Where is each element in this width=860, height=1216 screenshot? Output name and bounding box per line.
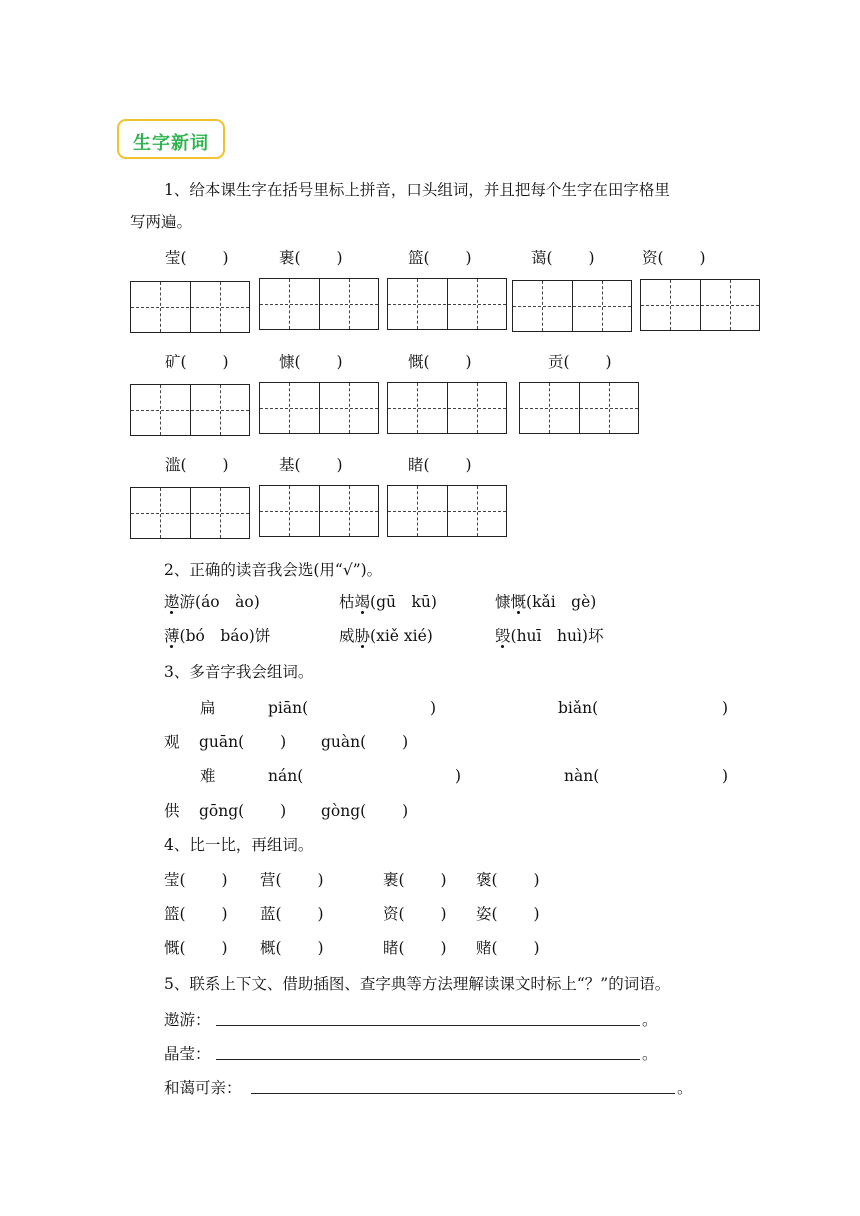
polyphone-char: 供 (164, 802, 180, 820)
pinyin-blank[interactable]: biǎn( (558, 699, 599, 717)
paren-close: ) (722, 767, 729, 785)
compare-item[interactable]: 褒( ) (476, 871, 540, 889)
tianzi-grid[interactable] (259, 278, 379, 330)
tianzi-grid[interactable] (130, 384, 250, 436)
char-label: 篮( ) (408, 249, 472, 267)
compare-item[interactable]: 资( ) (383, 905, 447, 923)
paren-close: ) (455, 767, 462, 785)
compare-item[interactable]: 概( ) (260, 939, 324, 957)
section-title: 生字新词 (133, 133, 209, 154)
tianzi-grid[interactable] (519, 382, 639, 434)
pinyin-choice[interactable]: 慷慨(kǎi gè) (495, 593, 597, 611)
q5-title: 5、联系上下文、借助插图、查字典等方法理解读课文时标上“？”的词语。 (164, 975, 671, 993)
tianzi-grid[interactable] (387, 278, 507, 330)
answer-line[interactable] (216, 1059, 640, 1060)
q2-title: 2、正确的读音我会选(用“√”)。 (164, 561, 383, 579)
word-label: 晶莹： (164, 1045, 211, 1063)
pinyin-blank[interactable]: guàn( ) (321, 733, 409, 751)
char-label: 滥( ) (165, 456, 229, 474)
char-label: 贡( ) (548, 353, 612, 371)
pinyin-blank[interactable]: piān( (268, 699, 309, 717)
q1-instruction-line1: 1、给本课生字在括号里标上拼音，口头组词，并且把每个生字在田字格里 (164, 181, 670, 199)
answer-line[interactable] (251, 1093, 675, 1094)
tianzi-grid[interactable] (387, 485, 507, 537)
compare-item[interactable]: 裹( ) (383, 871, 447, 889)
tianzi-grid[interactable] (640, 279, 760, 331)
tianzi-grid[interactable] (512, 280, 632, 332)
char-label: 矿( ) (165, 353, 229, 371)
answer-line[interactable] (216, 1025, 640, 1026)
tianzi-grid[interactable] (259, 485, 379, 537)
section-badge (117, 119, 225, 159)
polyphone-char: 扁 (200, 699, 216, 717)
pinyin-choice[interactable]: 毁(huī huì)坏 (495, 627, 604, 645)
pinyin-choice[interactable]: 威胁(xiě xié) (339, 627, 433, 645)
compare-item[interactable]: 篮( ) (164, 905, 228, 923)
q1-instruction-line2: 写两遍。 (130, 213, 193, 231)
tianzi-grid[interactable] (259, 382, 379, 434)
paren-close: ) (722, 699, 729, 717)
q4-title: 4、比一比，再组词。 (164, 836, 314, 854)
compare-item[interactable]: 莹( ) (164, 871, 228, 889)
compare-item[interactable]: 营( ) (260, 871, 324, 889)
tianzi-grid[interactable] (130, 487, 250, 539)
pinyin-choice[interactable]: 薄(bó báo)饼 (164, 627, 271, 645)
char-label: 裹( ) (279, 249, 343, 267)
period: 。 (677, 1079, 693, 1097)
char-label: 莹( ) (165, 249, 229, 267)
char-label: 基( ) (279, 456, 343, 474)
char-label: 慷( ) (279, 353, 343, 371)
compare-item[interactable]: 蓝( ) (260, 905, 324, 923)
polyphone-char: 观 (164, 733, 180, 751)
period: 。 (642, 1045, 658, 1063)
compare-item[interactable]: 赌( ) (476, 939, 540, 957)
char-label: 资( ) (642, 249, 706, 267)
compare-item[interactable]: 慨( ) (164, 939, 228, 957)
char-label: 蔼( ) (531, 249, 595, 267)
word-label: 和蔼可亲： (164, 1079, 242, 1097)
polyphone-char: 难 (200, 767, 216, 785)
compare-item[interactable]: 姿( ) (476, 905, 540, 923)
period: 。 (642, 1011, 658, 1029)
pinyin-blank[interactable]: gòng( ) (321, 802, 409, 820)
pinyin-blank[interactable]: nàn( (564, 767, 600, 785)
char-label: 睹( ) (408, 456, 472, 474)
word-label: 遨游： (164, 1011, 211, 1029)
char-label: 慨( ) (408, 353, 472, 371)
pinyin-blank[interactable]: nán( (268, 767, 304, 785)
pinyin-blank[interactable]: guān( ) (199, 733, 287, 751)
tianzi-grid[interactable] (387, 382, 507, 434)
pinyin-blank[interactable]: gōng( ) (199, 802, 287, 820)
pinyin-choice[interactable]: 枯竭(gū kū) (339, 593, 437, 611)
q3-title: 3、多音字我会组词。 (164, 663, 314, 681)
tianzi-grid[interactable] (130, 281, 250, 333)
pinyin-choice[interactable]: 遨游(áo ào) (164, 593, 260, 611)
compare-item[interactable]: 睹( ) (383, 939, 447, 957)
paren-close: ) (430, 699, 437, 717)
